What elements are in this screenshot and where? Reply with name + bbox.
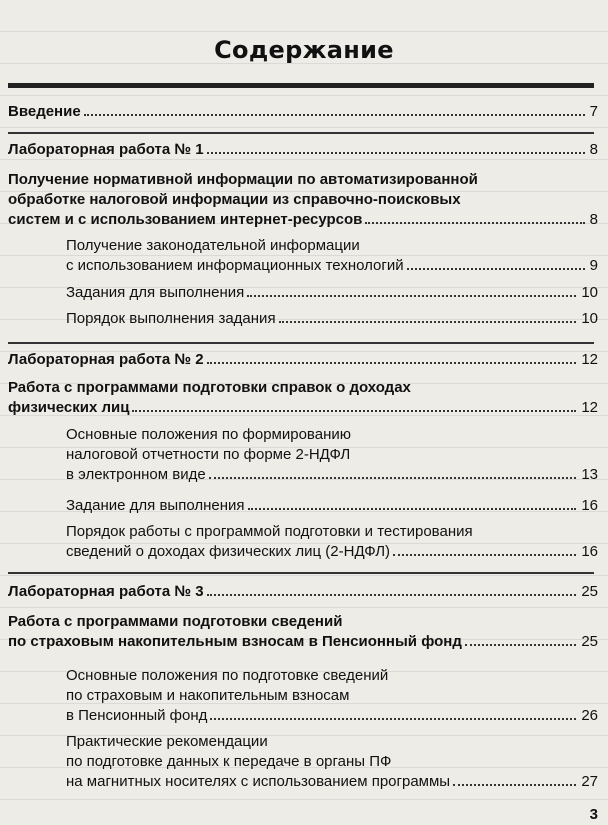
toc-subsection-entry (66, 425, 598, 485)
toc-entry-text: Работа с программами подготовки сведений (8, 613, 343, 630)
toc-entry-text: по подготовке данных к передаче в органы ПФ (66, 753, 392, 770)
dot-leader (365, 222, 584, 224)
toc-entry-text: с использованием информационных технологий (66, 257, 404, 274)
toc-entry-row (8, 398, 598, 418)
toc-section-entry (8, 582, 598, 602)
toc-entry-row (66, 706, 598, 726)
dot-leader (210, 718, 576, 720)
dot-leader (207, 594, 577, 596)
dot-leader (453, 784, 576, 786)
toc-page-number: 10 (581, 310, 598, 327)
toc-entry-row (8, 350, 598, 370)
toc-page-number: 8 (589, 211, 598, 228)
toc-entry-row (66, 772, 598, 792)
title-rule (8, 83, 594, 88)
dot-leader (132, 410, 576, 412)
toc-page-number: 25 (581, 633, 598, 650)
toc-entry-row (8, 102, 598, 122)
toc-subsection-entry (66, 236, 598, 276)
page-title: Содержание (214, 36, 394, 64)
toc-subsection-entry (66, 522, 598, 562)
toc-entry-row (8, 582, 598, 602)
toc-section-entry (8, 140, 598, 160)
toc-entry-row (66, 309, 598, 329)
toc-page-number: 13 (581, 466, 598, 483)
dot-leader (279, 321, 577, 323)
toc-entry-row (66, 283, 598, 303)
toc-entry-text: на магнитных носителях с использованием программы (66, 773, 451, 790)
toc-entry-text: Получение нормативной информации по автоматизированной (8, 171, 478, 188)
dot-leader (247, 295, 576, 297)
toc-entry-row (66, 256, 598, 276)
toc-entry-text: Задание для выполнения (66, 497, 245, 514)
toc-entry-text: Работа с программами подготовки справок о доходах (8, 379, 411, 396)
dot-leader (207, 362, 577, 364)
dot-leader (207, 152, 585, 154)
toc-entry-text: Основные положения по формированию (66, 426, 351, 443)
section-separator (8, 342, 594, 344)
toc-entry-text: Лабораторная работа № 3 (8, 583, 204, 600)
toc-page-number: 7 (589, 103, 598, 120)
toc-entry-text: Практические рекомендации (66, 733, 268, 750)
toc-entry-text: Порядок выполнения задания (66, 310, 276, 327)
toc-section-entry (8, 102, 598, 122)
toc-section-entry (8, 170, 598, 230)
toc-entry-row (8, 140, 598, 160)
toc-entry-text: Основные положения по подготовке сведений (66, 667, 389, 684)
toc-page-number: 27 (581, 773, 598, 790)
toc-page-number: 10 (581, 284, 598, 301)
toc-page-number: 26 (581, 707, 598, 724)
toc-entry-text: обработке налоговой информации из справочно-поисковых (8, 191, 461, 208)
toc-page-number: 8 (589, 141, 598, 158)
toc-entry-text: Лабораторная работа № 1 (8, 141, 204, 158)
toc-entry-text: Задания для выполнения (66, 284, 245, 301)
toc-entry-text: налоговой отчетности по форме 2-НДФЛ (66, 446, 351, 463)
section-separator (8, 132, 594, 134)
toc-section-entry (8, 612, 598, 652)
dot-leader (465, 644, 576, 646)
page-number: 3 (589, 806, 598, 823)
toc-entry-row (66, 496, 598, 516)
toc-page-number: 16 (581, 497, 598, 514)
toc-page-number: 12 (581, 399, 598, 416)
toc-page-number: 9 (589, 257, 598, 274)
toc-entry-text: в Пенсионный фонд (66, 707, 208, 724)
toc-subsection-entry (66, 283, 598, 303)
dot-leader (393, 554, 576, 556)
toc-subsection-entry (66, 732, 598, 792)
toc-entry-text: в электронном виде (66, 466, 206, 483)
toc-page-number: 12 (581, 351, 598, 368)
toc-entry-row (66, 465, 598, 485)
toc-entry-text: Лабораторная работа № 2 (8, 351, 204, 368)
toc-entry-text: Введение (8, 103, 81, 120)
toc-page-number: 25 (581, 583, 598, 600)
toc-subsection-entry (66, 309, 598, 329)
toc-entry-text: по страховым накопительным взносам в Пенсионный фонд (8, 633, 462, 650)
toc-entry-row (66, 542, 598, 562)
toc-entry-text: систем и с использованием интернет-ресурсов (8, 211, 363, 228)
section-separator (8, 572, 594, 574)
toc-page-number: 16 (581, 543, 598, 560)
toc-entry-text: физических лиц (8, 399, 130, 416)
toc-section-entry (8, 378, 598, 418)
toc-entry-text: Получение законодательной информации (66, 237, 360, 254)
toc-entry-row (8, 632, 598, 652)
toc-entry-text: по страховым и накопительным взносам (66, 687, 350, 704)
dot-leader (248, 508, 577, 510)
dot-leader (84, 114, 585, 116)
toc-entry-row (8, 210, 598, 230)
toc-section-entry (8, 350, 598, 370)
toc-entry-text: Порядок работы с программой подготовки и тестирования (66, 523, 473, 540)
dot-leader (407, 268, 585, 270)
toc-subsection-entry (66, 666, 598, 726)
dot-leader (209, 477, 577, 479)
toc-subsection-entry (66, 496, 598, 516)
toc-entry-text: сведений о доходах физических лиц (2-НДФЛ) (66, 543, 391, 560)
